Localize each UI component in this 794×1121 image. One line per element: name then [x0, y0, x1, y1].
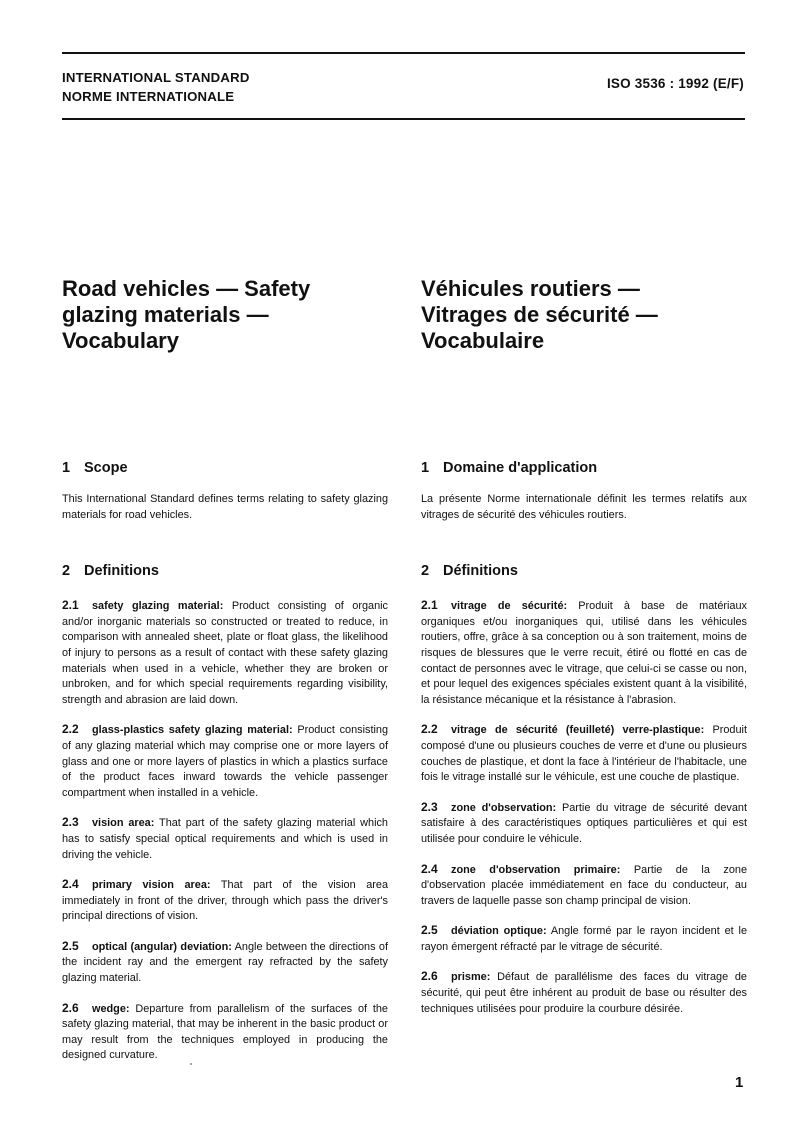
term-number: 2.1 [421, 598, 438, 613]
term-name: vitrage de sécurité: [451, 600, 568, 613]
scope-heading [421, 460, 747, 480]
term-name: déviation optique: [451, 925, 547, 938]
definitions-heading [421, 563, 747, 583]
term-number: 2.6 [62, 1000, 79, 1015]
term-number: 2.6 [421, 969, 438, 984]
definition-entry [62, 598, 388, 708]
term-name: primary vision area: [92, 879, 211, 892]
section-number: 2 [421, 563, 430, 580]
scope-text: La présente Norme internationale définit les termes relatifs aux vitrages de sécurité des véhicules routiers. [421, 493, 747, 521]
definition-entry [421, 862, 747, 910]
definition-entry [62, 877, 388, 925]
french-column [421, 460, 747, 1017]
section-number: 1 [421, 460, 430, 476]
term-definition: Partie du vitrage de sécurité devant satisfaire à des caractéristiques optiques particulières et qui est utilisée pour conduire le véhicule. [421, 801, 747, 845]
page-number: 1 [735, 1074, 744, 1091]
term-definition: That part of the vision area immediately in front of the driver, through which pass the driver's principal directions of vision. [62, 879, 388, 923]
section-title: Definitions [84, 563, 159, 580]
definition-entry [421, 722, 747, 785]
term-definition: Produit à base de matériaux organiques et/ou inorganiques qui, utilisé dans les véhicules routiers, offre, grâce à sa conception ou à son traitement, moins de risques de blessures que le verre recuit, étiré ou flotté en cas de contact de personnes avec le vitrage, que celui-ci se casse ou non, et pour lequel des exigences spéciales existent quant à la visibilité, la résistance mécanique et la résistance à l'abrasion. [421, 600, 747, 706]
english-column [62, 460, 388, 1064]
title-line: Road vehicles — Safety [62, 276, 311, 301]
title-line: Vocabulary [62, 328, 179, 353]
term-name: vision area: [92, 817, 155, 830]
section-number: 1 [62, 460, 71, 476]
title-english [62, 276, 382, 354]
term-number: 2.4 [62, 877, 79, 892]
term-name: zone d'observation primaire: [451, 863, 621, 876]
title-line: Vocabulaire [421, 328, 545, 353]
term-number: 2.1 [62, 598, 79, 613]
scan-speck [190, 1063, 192, 1065]
term-definition: Product consisting of organic and/or inorganic materials so constructed or treated to reduce, in comparison with annealed sheet, plate or float glass, the likelihood of injury to persons as a result of contact with these safety glazing materials when used in a vehicle, whether they are broken or unbroken, and for which special requirements regarding visibility, strength and abrasion are laid down. [62, 600, 388, 706]
term-number: 2.5 [421, 923, 438, 938]
header-top-rule [62, 52, 745, 54]
title-french [421, 276, 751, 354]
term-name: vitrage de sécurité (feuilleté) verre-plastique: [451, 724, 705, 737]
title-line: glazing materials — [62, 302, 269, 327]
term-definition: Partie de la zone d'observation placée immédiatement en face du conducteur, au travers de laquelle passe son champ principal de vision. [421, 863, 747, 907]
section-title: Définitions [443, 563, 518, 580]
term-number: 2.5 [62, 938, 79, 953]
definition-entry [421, 923, 747, 955]
section-title: Domaine d'application [443, 460, 598, 476]
term-name: optical (angular) deviation: [92, 940, 232, 953]
definition-entry [62, 722, 388, 801]
definition-entry [421, 598, 747, 708]
title-line: Véhicules routiers — [421, 276, 640, 301]
term-definition: Angle between the directions of the incident ray and the emergent ray refracted by the safety glazing material. [62, 940, 389, 985]
header-bottom-rule [62, 118, 745, 120]
term-number: 2.2 [421, 722, 438, 737]
term-definition: Défaut de parallélisme des faces du vitrage de sécurité, qui peut être inhérent au produit de base ou résulter des techniques utilisées pour produire la courbure désirée. [421, 971, 747, 1015]
scope-text: This International Standard defines terms relating to safety glazing materials for road vehicles. [62, 493, 388, 521]
definition-entry [421, 800, 747, 848]
definition-entry [421, 969, 747, 1017]
term-number: 2.3 [421, 799, 438, 814]
term-definition: Produit composé d'une ou plusieurs couches de verre et d'une ou plusieurs couches de plastique, et dont la face à l'intérieur de l'habitacle, une fois le vitrage installé sur le véhicule, est une couche de plastique. [421, 724, 747, 784]
section-number: 2 [62, 563, 71, 580]
term-name: zone d'observation: [451, 801, 557, 814]
definition-entry [62, 815, 388, 863]
term-number: 2.3 [62, 815, 79, 830]
title-line: Vitrages de sécurité — [421, 302, 658, 327]
standard-reference: ISO 3536 : 1992 (E/F) [606, 76, 744, 91]
term-number: 2.2 [62, 722, 79, 737]
term-definition: That part of the safety glazing material which has to satisfy special optical requirements and which is used in driving the vehicle. [62, 817, 388, 861]
standard-type [62, 68, 250, 106]
term-name: wedge: [92, 1002, 130, 1015]
term-definition: Angle formé par le rayon incident et le rayon émergent réfracté par le vitrage de sécurité. [421, 925, 748, 953]
standard-type-en: INTERNATIONAL STANDARD [62, 70, 250, 85]
term-definition: Product consisting of any glazing material which may comprise one or more layers of glass and one or more layers of plastics in which a plastics surface of the product faces inward towards the vehicle passenger compartment when installed in a vehicle. [62, 724, 388, 799]
term-number: 2.4 [421, 861, 438, 876]
term-definition: Departure from parallelism of the surfaces of the safety glazing material, that may be inherent in the basic product or may result from the techniques employed in producing the designed curvature. [62, 1002, 388, 1062]
term-name: glass-plastics safety glazing material: [92, 724, 293, 737]
scope-heading [62, 460, 388, 480]
definitions-heading [62, 563, 388, 583]
definition-entry [62, 939, 388, 987]
standard-type-fr: NORME INTERNATIONALE [62, 89, 235, 104]
term-name: safety glazing material: [92, 600, 224, 613]
definition-entry [62, 1001, 388, 1064]
term-name: prisme: [451, 971, 491, 984]
section-title: Scope [84, 460, 128, 476]
